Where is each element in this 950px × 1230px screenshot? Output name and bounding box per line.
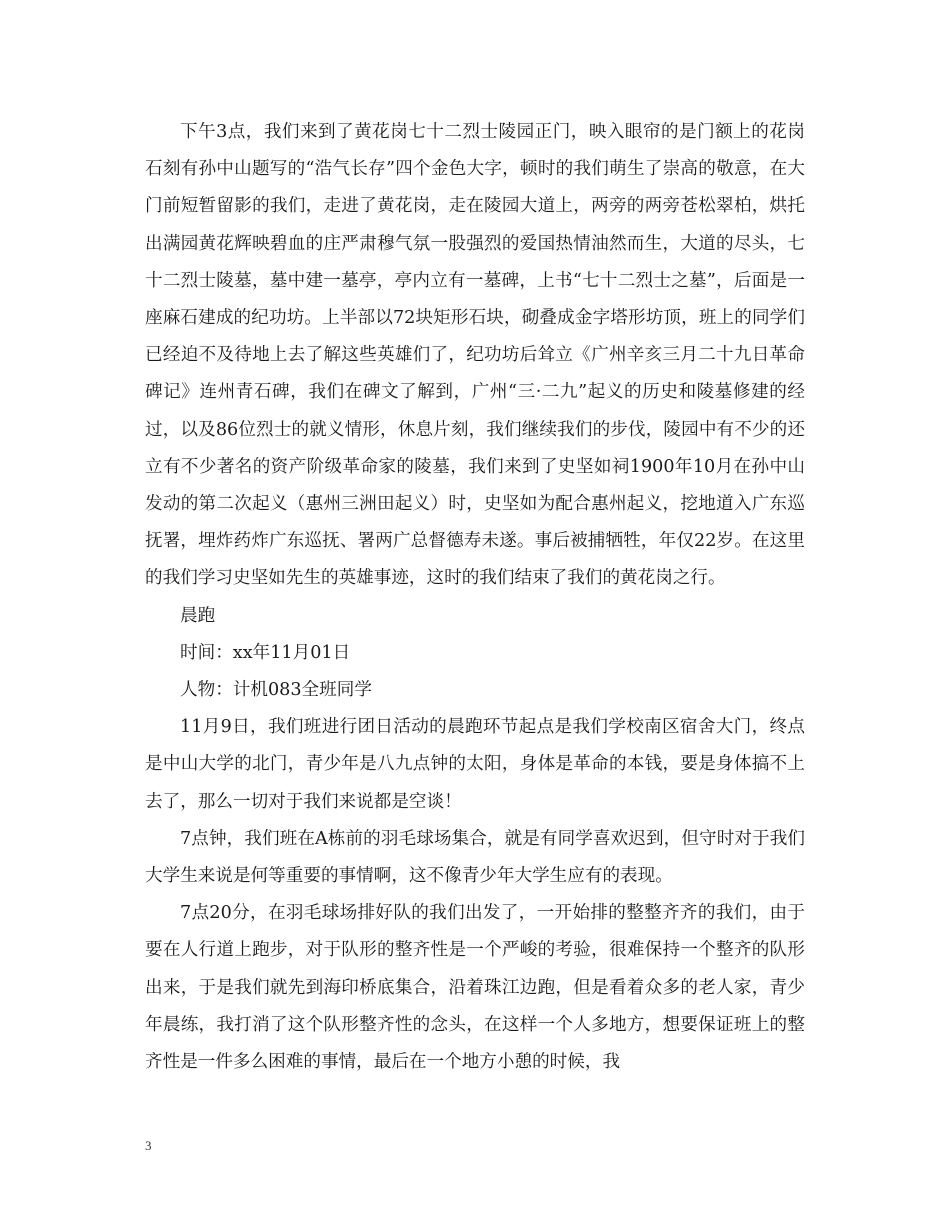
section-heading-morning-run: 晨跑: [180, 605, 216, 626]
paragraph-huanghuagang-visit: 下午3点，我们来到了黄花岗七十二烈士陵园正门，映入眼帘的是门额上的花岗石刻有孙中山题写的“浩气长存”四个金色大字，顿时的我们萌生了崇高的敬意，在大门前短暂留影的我们，走进了黄花岗，走在陵园大道上，两旁的两旁苍松翠柏，烘托出满园黄花辉映碧血的庄严肃穆气氛一股强烈的爱国热情油然而生，大道的尽头，七十二烈士陵墓，墓中建一墓亭，亭内立有一墓碑，上书“七十二烈士之墓”，后面是一座麻石建成的纪功坊。上半部以72块矩形石块，砌叠成金字塔形坊顶，班上的同学们已经迫不及待地上去了解这些英雄们了，纪功坊后耸立《广州辛亥三月二十九日革命碑记》连州青石碑，我们在碑文了解到，广州“三·二九”起义的历史和陵墓修建的经过，以及86位烈士的就义情形，休息片刻，我们继续我们的步伐，陵园中有不少的还立有不少著名的资产阶级革命家的陵墓，我们来到了史坚如祠1900年10月在孙中山发动的第二次起义（惠州三洲田起义）时，史坚如为配合惠州起义，挖地道入广东巡抚署，埋炸药炸广东巡抚、署两广总督德寿未遂。事后被捕牺牲，年仅22岁。在这里的我们学习史坚如先生的英雄事迹，这时的我们结束了我们的黄花岗之行。: [145, 122, 805, 589]
paragraph-time: 时间：xx年11月01日: [180, 642, 351, 663]
paragraph-participants: 人物：计机083全班同学: [180, 680, 372, 701]
paragraph-assembly: 7点钟，我们班在A栋前的羽毛球场集合，就是有同学喜欢迟到，但守时对于我们大学生来说是何等重要的事情啊，这不像青少年大学生应有的表现。: [145, 828, 805, 887]
document-body: [145, 114, 805, 1081]
paragraph-run-intro: 11月9日，我们班进行团日活动的晨跑环节起点是我们学校南区宿舍大门，终点是中山大学的北门，青少年是八九点钟的太阳，身体是革命的本钱，要是身体搞不上去了，那么一切对于我们来说都是空谈！: [145, 717, 805, 812]
page-number: 3: [145, 1138, 152, 1153]
paragraph-departure: 7点20分，在羽毛球场排好队的我们出发了，一开始排的整整齐齐的我们，由于要在人行道上跑步，对于队形的整齐性是一个严峻的考验，很难保持一个整齐的队形出来，于是我们就先到海印桥底集合，沿着珠江边跑，但是看着众多的老人家，青少年晨练，我打消了这个队形整齐性的念头，在这样一个人多地方，想要保证班上的整齐性是一件多么困难的事情，最后在一个地方小憩的时候，我: [145, 903, 805, 1073]
